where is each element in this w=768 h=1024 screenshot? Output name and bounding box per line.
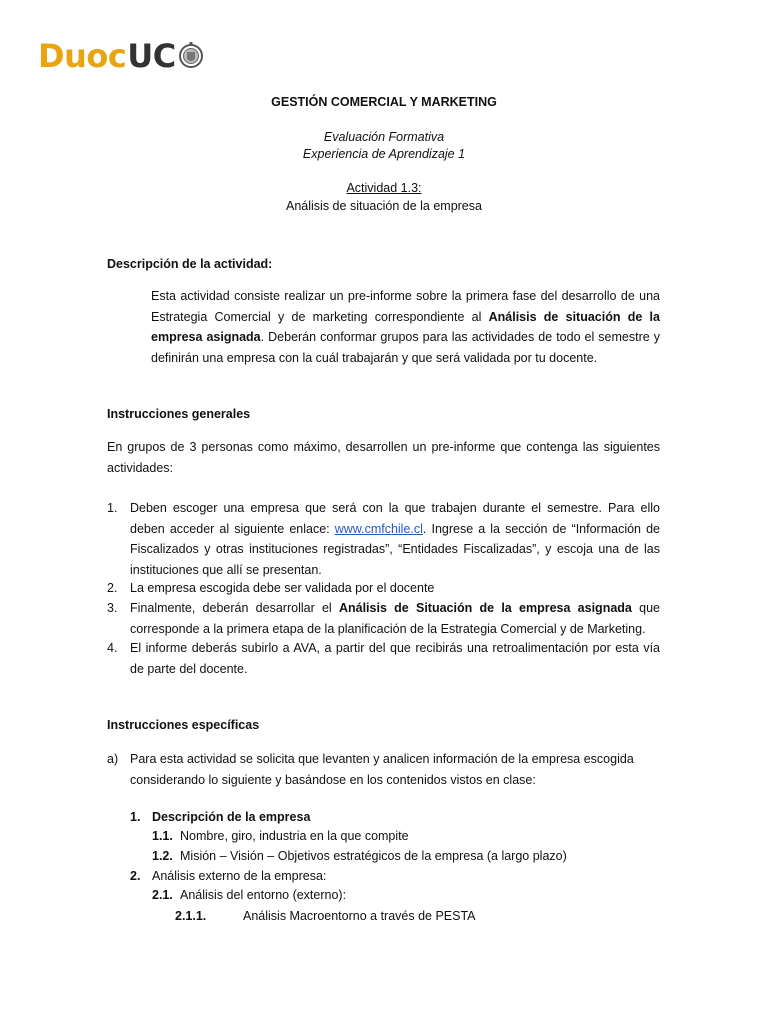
logo-text-duoc: Duoc xyxy=(38,37,127,75)
university-seal-icon xyxy=(179,40,203,72)
list-item-text: deben acceder al siguiente enlace: xyxy=(130,521,335,536)
duocuc-logo xyxy=(38,34,203,78)
list-item-line: Fiscalizados y otras instituciones registradas”, “Entidades Fiscalizadas”, y escoja una de las xyxy=(130,542,660,556)
outline-number: 1.2. xyxy=(152,849,173,863)
description-heading: Descripción de la actividad: xyxy=(107,257,273,271)
list-item xyxy=(130,598,660,639)
description-bold-text: Análisis de situación de la xyxy=(488,309,660,324)
list-number: 2. xyxy=(107,581,118,595)
list-item-line: El informe deberás subirlo a AVA, a partir del que recibirás una retroalimentación por esta vía xyxy=(130,641,660,655)
list-item-line xyxy=(130,519,660,540)
description-text: Estrategia Comercial y de marketing correspondiente al xyxy=(151,309,482,324)
list-number: 4. xyxy=(107,641,118,655)
logo-text-uc: UC xyxy=(127,37,176,75)
description-line xyxy=(151,307,660,328)
list-item-line: de parte del docente. xyxy=(130,661,248,676)
outline-item: Nombre, giro, industria en la que compite xyxy=(180,829,409,843)
outline-number: 1.1. xyxy=(152,829,173,843)
activity-label: Actividad 1.3: xyxy=(346,181,422,195)
outline-number: 2.1. xyxy=(152,888,173,902)
list-item-text: que xyxy=(631,601,660,615)
description-line: Esta actividad consiste realizar un pre-informe sobre la primera fase del desarrollo de una xyxy=(151,289,660,303)
list-item-text: . Ingrese a la sección de “Información de xyxy=(422,521,660,536)
learning-experience: Experiencia de Aprendizaje 1 xyxy=(302,147,466,161)
outline-number: 2. xyxy=(130,869,141,883)
evaluation-type: Evaluación Formativa xyxy=(323,130,445,144)
specific-instructions-heading: Instrucciones específicas xyxy=(107,718,260,732)
outline-item: Análisis del entorno (externo): xyxy=(180,888,347,902)
list-item xyxy=(130,498,660,580)
specific-line: considerando lo siguiente y basándose en los contenidos vistos en clase: xyxy=(130,772,536,787)
outline-number: 1. xyxy=(130,810,141,824)
outline-item: Análisis externo de la empresa: xyxy=(152,869,327,883)
list-item-text: Finalmente, deberán desarrollar el xyxy=(130,601,339,615)
description-bold-text: empresa asignada xyxy=(151,330,261,344)
list-item-bold-text: Análisis de Situación de la empresa asignada xyxy=(338,601,632,615)
cmfchile-link[interactable]: www.cmfchile.cl xyxy=(334,521,423,536)
general-intro-line: actividades: xyxy=(107,460,174,475)
general-instructions-heading: Instrucciones generales xyxy=(107,407,251,421)
outline-number: 2.1.1. xyxy=(175,909,207,923)
description-line: definirán una empresa con la cuál trabajarán y que será validada por tu docente. xyxy=(151,350,598,365)
document-title: GESTIÓN COMERCIAL Y MARKETING xyxy=(271,95,497,109)
list-number: 3. xyxy=(107,601,118,615)
list-item xyxy=(130,638,660,679)
list-item-line: Deben escoger una empresa que será con la que trabajen durante el semestre. Para ello xyxy=(130,501,660,515)
outline-item: Misión – Visión – Objetivos estratégicos de la empresa (a largo plazo) xyxy=(180,849,567,863)
list-item xyxy=(130,578,660,599)
list-item-line xyxy=(130,598,660,619)
description-text: . Deberán conformar grupos para las actividades de todo el semestre y xyxy=(260,330,660,344)
outline-item: Análisis Macroentorno a través de PESTA xyxy=(243,909,476,923)
outline-item: Descripción de la empresa xyxy=(152,810,311,824)
general-intro-line: En grupos de 3 personas como máximo, desarrollen un pre-informe que contenga las siguientes xyxy=(107,440,660,454)
activity-title: Análisis de situación de la empresa xyxy=(286,199,482,213)
description-paragraph xyxy=(151,286,660,368)
list-item-line: instituciones que allí se presentan. xyxy=(130,562,322,577)
list-item-line: corresponde a la primera etapa de la planificación de la Estrategia Comercial y de Marketing. xyxy=(130,621,646,636)
list-item-line: La empresa escogida debe ser validada por el docente xyxy=(130,581,435,595)
list-number: 1. xyxy=(107,501,118,515)
specific-item-a xyxy=(130,749,660,790)
description-line xyxy=(151,327,660,348)
general-intro xyxy=(107,437,660,478)
specific-line: Para esta actividad se solicita que levanten y analicen información de la empresa escogida xyxy=(130,752,634,766)
list-letter: a) xyxy=(107,752,119,766)
